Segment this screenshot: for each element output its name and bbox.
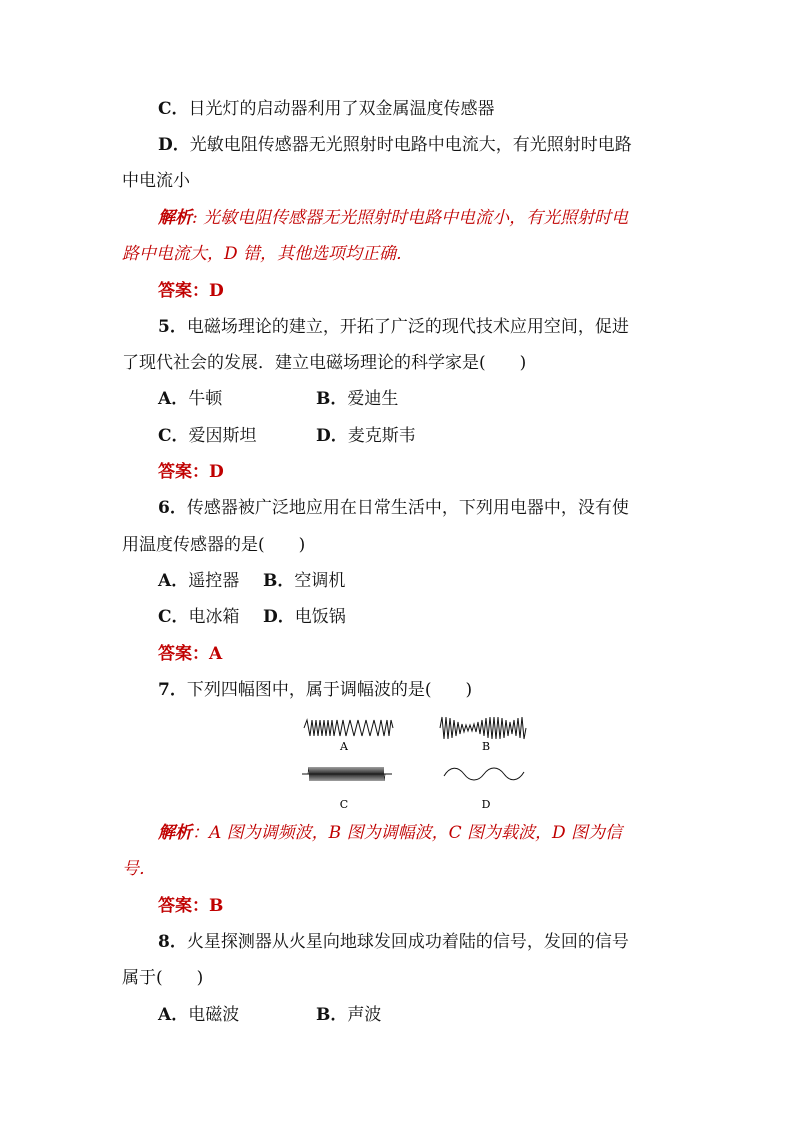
answer-label: 答案 [158,281,192,301]
option-letter: C． [158,99,189,119]
question-8-cont [122,967,203,989]
analysis-label: 解析 [158,208,192,228]
answer-text: ：A [192,644,223,664]
question-text: 电磁场理论的建立，开拓了广泛的现代技术应用空间，促进 [186,317,629,337]
option-c-q4 [158,98,495,120]
option-text: 电冰箱 [188,607,240,627]
analysis-q7-cont [122,858,156,880]
analysis-q4 [158,207,628,229]
option-d-q6 [263,606,346,628]
answer-text: ：D [192,462,224,482]
option-text: 遥控器 [188,571,240,591]
question-8 [158,931,629,953]
analysis-q7 [158,822,622,844]
question-7 [158,679,472,701]
answer-q5 [158,461,224,483]
question-text: 用温度传感器的是( ) [122,535,306,555]
figure-label-b: B [481,740,491,753]
waveform-figure [300,712,540,820]
option-b-q8 [316,1004,381,1026]
option-letter: C． [158,426,189,446]
question-6 [158,497,629,519]
analysis-text: ：A 图为调频波，B 图为调幅波，C 图为载波，D 图为信 [192,823,623,843]
option-letter: A． [158,1005,189,1025]
options-q5-cd [158,425,257,447]
question-text: 下列四幅图中，属于调幅波的是( ) [186,680,473,700]
analysis-text: 号． [122,859,156,879]
answer-text: ：D [192,281,224,301]
option-text: 空调机 [294,571,346,591]
option-text: 电饭锅 [294,607,346,627]
option-d-q5 [316,425,416,447]
option-letter: B． [316,389,348,409]
question-number: 6． [158,498,187,518]
option-b-q6 [263,570,345,592]
options-q6-cd [158,606,240,628]
option-text: 爱因斯坦 [188,426,257,446]
analysis-q4-cont [122,243,413,265]
option-text: 麦克斯韦 [347,426,416,446]
question-text: 属于( ) [122,968,204,988]
question-5-cont [122,352,526,374]
question-text: 了现代社会的发展．建立电磁场理论的科学家是( ) [122,353,527,373]
option-b-q5 [316,388,398,410]
question-6-cont [122,534,305,556]
options-q8-ab [158,1004,239,1026]
question-number: 7． [158,680,187,700]
question-5 [158,316,629,338]
option-text: 声波 [347,1005,382,1025]
wave-c-carrier [308,767,385,781]
option-letter: A． [158,571,189,591]
answer-q4 [158,280,224,302]
option-letter: C． [158,607,189,627]
options-q5-ab [158,388,222,410]
question-number: 5． [158,317,187,337]
answer-label: 答案 [158,462,192,482]
option-d-q4 [158,134,632,156]
figure-label-c: C [339,798,349,811]
option-letter: D． [316,426,348,446]
question-number: 8． [158,932,187,952]
option-letter: A． [158,389,189,409]
answer-label: 答案 [158,896,192,916]
option-letter: B． [316,1005,348,1025]
answer-text: ：B [192,896,224,916]
option-d-q4-cont [122,170,190,192]
option-letter: B． [263,571,295,591]
option-text: 日光灯的启动器利用了双金属温度传感器 [188,99,495,119]
option-text: 中电流小 [122,171,190,191]
analysis-label: 解析 [158,823,192,843]
analysis-text: 路中电流大，D 错，其他选项均正确． [122,244,414,264]
question-text: 火星探测器从火星向地球发回成功着陆的信号，发回的信号 [186,932,629,952]
wave-b-am [440,717,526,739]
answer-q7 [158,895,223,917]
figure-label-a: A [340,740,348,753]
figure-label-d: D [481,798,491,811]
option-text: 爱迪生 [347,389,399,409]
options-q6-ab [158,570,239,592]
option-letter: D． [158,135,190,155]
option-text: 光敏电阻传感器无光照射时电路中电流大，有光照射时电路 [189,135,632,155]
analysis-text: : 光敏电阻传感器无光照射时电路中电流小，有光照射时电 [192,208,629,228]
option-letter: D． [263,607,295,627]
option-text: 牛顿 [188,389,223,409]
question-text: 传感器被广泛地应用在日常生活中，下列用电器中，没有使 [186,498,629,518]
option-text: 电磁波 [188,1005,240,1025]
wave-a-fm [304,720,393,736]
answer-label: 答案 [158,644,192,664]
answer-q6 [158,643,222,665]
wave-d-signal [444,768,524,780]
